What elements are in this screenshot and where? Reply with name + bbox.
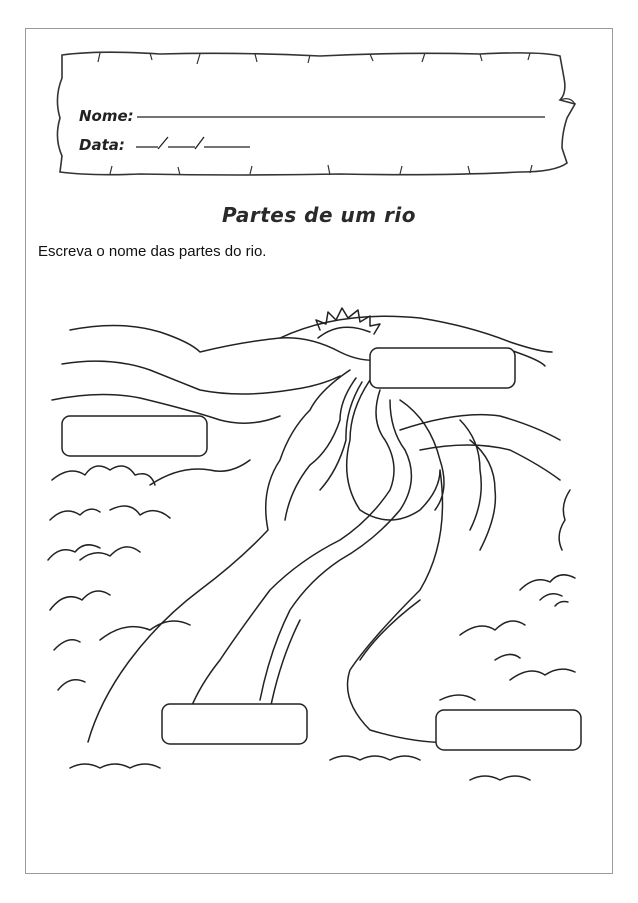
bush-right — [440, 490, 575, 700]
answer-box-bottom-middle[interactable] — [162, 704, 307, 744]
river-right-bank — [347, 380, 460, 743]
name-label: Nome: — [79, 107, 134, 125]
date-label: Data: — [79, 136, 125, 154]
answer-box-top-right[interactable] — [370, 348, 515, 388]
bush-left — [48, 466, 155, 690]
wave-left — [70, 764, 160, 768]
wave-right — [470, 776, 530, 780]
answer-box-bottom-right[interactable] — [436, 710, 581, 750]
page-title: Partes de um rio — [221, 203, 417, 227]
answer-box-left[interactable] — [62, 416, 207, 456]
hill-left — [70, 325, 380, 360]
river-illustration — [40, 290, 600, 790]
wave-middle — [330, 756, 420, 760]
instruction-text: Escreva o nome das partes do rio. — [38, 243, 267, 260]
